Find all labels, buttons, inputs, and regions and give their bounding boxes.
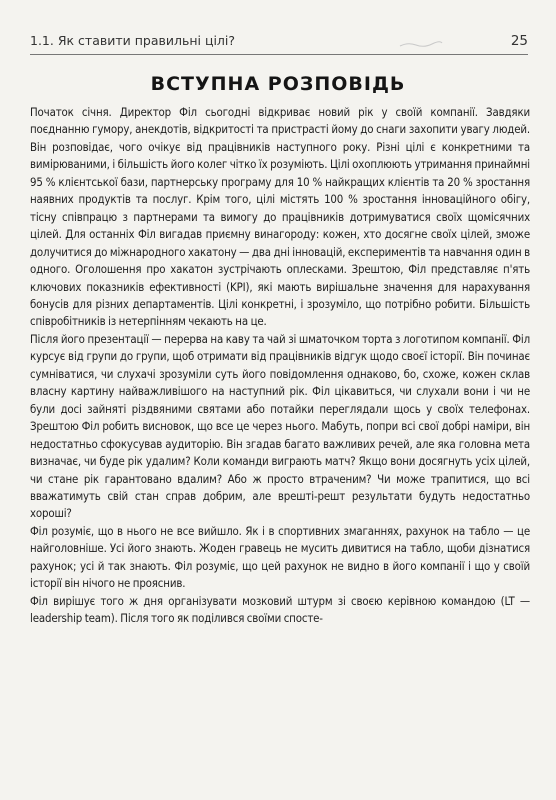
page-number: 25	[510, 33, 528, 49]
paragraph: Філ вирішує того ж дня організувати мозковий штурм зі своєю керівною командою (LT — leadership team). Після того як поділився своїми спосте-	[30, 593, 530, 626]
running-header	[30, 33, 528, 53]
paragraph: Після його презентації — перерва на каву та чай зі шматочком торта з логотипом компанії. Філ курсує від групи до групи, щоб отримати від працівників відгук щодо своєї історії. Він починає сумніватися, чи слухачі зрозуміли суть його повідомлення однаково, бо, схоже, кожен склав власну картину найважливішого на наступний рік. Філ цікавиться, чи слухали вони і чи не були досі зайняті різдвяними святами або потайки переглядали щось у своїх телефонах. Зрештою Філ робить висновок, що все це через нього. Мабуть, попри всі свої добрі наміри, він недостатньо сфокусував аудиторію. Він згадав багато важливих речей, але яка головна мета визначає, чи буде рік удалим? Коли команди виграють матч? Якщо вони досягнуть усіх цілей, чи стане рік гарантовано вдалим? Або ж просто втраченим? Чи може трапитися, що всі вважатимуть свій стан справ добрим, але врешті-решт результати будуть недостатньо хороші?	[30, 331, 530, 521]
header-rule	[30, 54, 528, 55]
paragraph: Початок січня. Директор Філ сьогодні відкриває новий рік у своїй компанії. Завдяки поєднанню гумору, анекдотів, відкритості та пристрасті йому до снаги захопити увагу людей. Він розповідає, чого очікує від працівників наступного року. Різні цілі є конкретними та вимірюваними, і більшість його колег чітко їх розуміють. Цілі охоплюють утримання принаймні 95 % клієнтської бази, партнерську програму для 10 % найкращих клієнтів та 20 % зростання наявних продуктів та послуг. Крім того, цілі містять 100 % зростання інноваційного обігу, тісну співпрацю з партнерами та вимогу до працівників дотримуватися своїх щомісячних цілей. Для останніх Філ вигадав приємну винагороду: кожен, хто досягне своїх цілей, зможе долучитися до міжнародного хакатону — два дні інновацій, експериментів та навчання один в одного. Оголошення про хакатон зустрічають оплесками. Зрештою, Філ представляє п'ять ключових показників ефективності (KPI), які мають вирішальне значення для нарахування бонусів для різних департаментів. Цілі конкретні, і зрозуміло, що потрібно робити. Більшість співробітників із нетерпінням чекають на це.	[30, 105, 530, 329]
paragraph: Філ розуміє, що в нього не все вийшло. Як і в спортивних змаганнях, рахунок на табло — це найголовніше. Усі його знають. Жоден гравець не мусить дивитися на табло, щоби дізнатися рахунок; усі й так знають. Філ розуміє, що цей рахунок не видно в його компанії і що у своїй історії він нічого не прояснив.	[30, 523, 530, 591]
pencil-mark	[398, 38, 444, 50]
section-title: 1.1. Як ставити правильні цілі?	[30, 33, 236, 48]
body-text	[30, 104, 530, 628]
chapter-title: ВСТУПНА РОЗПОВІДЬ	[150, 73, 406, 95]
